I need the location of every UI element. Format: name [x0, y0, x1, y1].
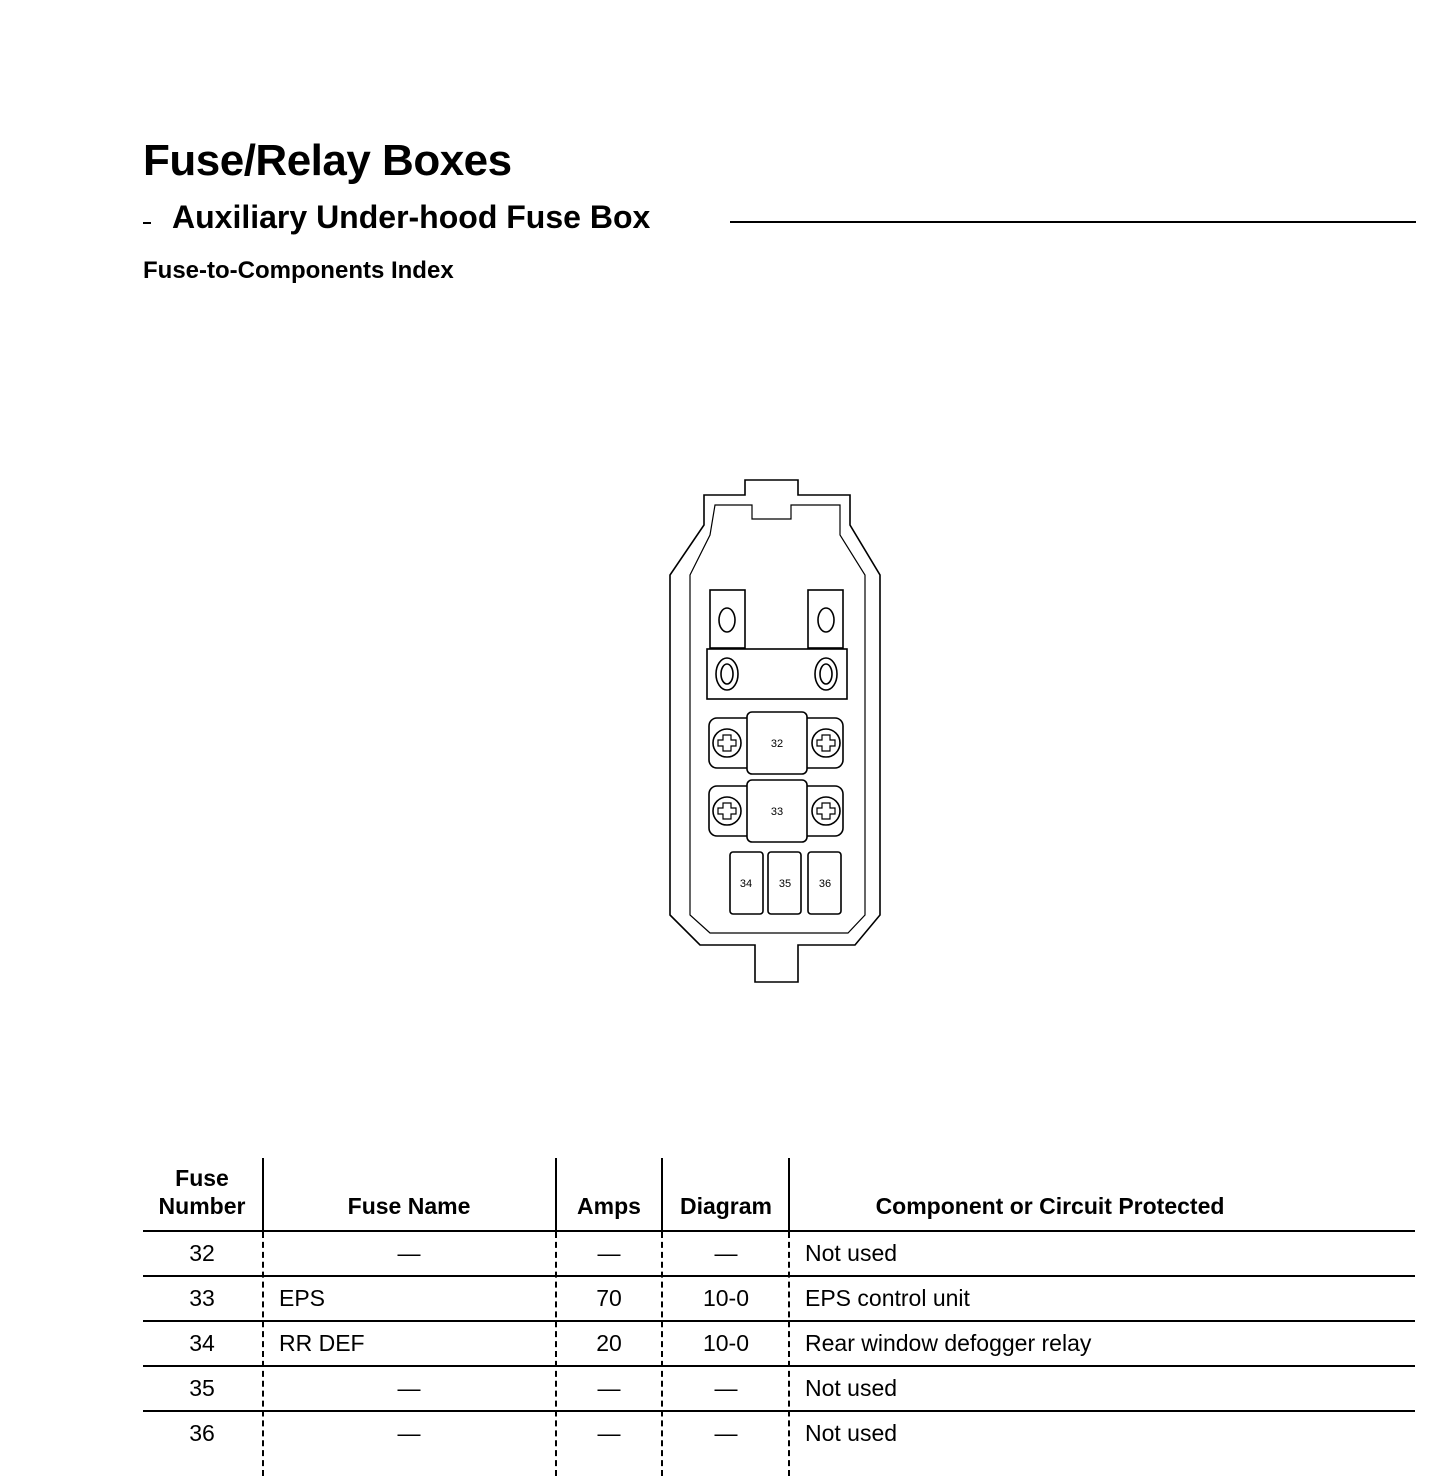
cell-diagram: 10-0 [702, 1330, 750, 1356]
row-divider [143, 1365, 1415, 1367]
fuse-label-34: 34 [739, 878, 753, 890]
page-title: Fuse/Relay Boxes [143, 136, 512, 185]
cell-component: EPS control unit [805, 1285, 970, 1311]
row-divider [143, 1275, 1415, 1277]
cell-diagram: — [714, 1240, 738, 1266]
cell-fuse-name: RR DEF [279, 1330, 365, 1356]
cell-amps: 70 [596, 1285, 622, 1311]
terminal-block-left [710, 590, 745, 648]
bus-bolt-left [716, 658, 738, 690]
cell-amps: 20 [596, 1330, 622, 1356]
header-fuse-name: Fuse Name [347, 1193, 471, 1219]
cell-component: Not used [805, 1240, 898, 1266]
fuse-label-35: 35 [778, 878, 792, 890]
column-divider [262, 1158, 264, 1230]
cell-fuse-number: 32 [189, 1240, 215, 1266]
fuse-label-36: 36 [818, 878, 832, 890]
header-amps: Amps [577, 1193, 641, 1219]
cell-fuse-name: — [397, 1375, 421, 1401]
row-divider [143, 1320, 1415, 1322]
cell-fuse-name: — [397, 1420, 421, 1446]
cell-diagram: — [714, 1375, 738, 1401]
cell-amps: — [597, 1420, 621, 1446]
bolt-33-right [812, 797, 840, 825]
subtitle-dash [143, 222, 151, 224]
header-fuse-number-line2: Number [158, 1193, 246, 1219]
fuse-box-diagram [660, 475, 890, 990]
cell-amps: — [597, 1240, 621, 1266]
cell-fuse-name: — [397, 1240, 421, 1266]
column-divider [555, 1158, 557, 1230]
row-divider [143, 1410, 1415, 1412]
cell-fuse-number: 35 [189, 1375, 215, 1401]
row-divider [143, 1230, 1415, 1232]
column-divider [661, 1158, 663, 1230]
header-fuse-number [143, 1164, 261, 1220]
bus-bolt-right [815, 658, 837, 690]
bolt-33-left [713, 797, 741, 825]
subtitle-rule [730, 221, 1416, 223]
cell-component: Not used [805, 1420, 898, 1446]
cell-fuse-number: 36 [189, 1420, 215, 1446]
column-divider [788, 1158, 790, 1230]
header-component: Component or Circuit Protected [875, 1193, 1225, 1219]
page-subtitle: Auxiliary Under-hood Fuse Box [172, 199, 651, 235]
bolt-32-left [713, 729, 741, 757]
section-heading: Fuse-to-Components Index [143, 257, 454, 284]
cell-component: Not used [805, 1375, 898, 1401]
header-diagram: Diagram [679, 1193, 773, 1219]
fuse-label-32: 32 [770, 738, 784, 750]
terminal-hole-left [719, 608, 735, 632]
cell-amps: — [597, 1375, 621, 1401]
cell-diagram: — [714, 1420, 738, 1446]
cell-fuse-number: 33 [189, 1285, 215, 1311]
terminal-hole-right [818, 608, 834, 632]
cell-component: Rear window defogger relay [805, 1330, 1092, 1356]
header-fuse-number-line1: Fuse [175, 1165, 229, 1191]
bus-bar [707, 649, 847, 699]
cell-fuse-number: 34 [189, 1330, 215, 1356]
fuse-index-table [143, 1158, 1415, 1476]
bolt-32-right [812, 729, 840, 757]
cell-fuse-name: EPS [279, 1285, 326, 1311]
fuse-label-33: 33 [770, 806, 784, 818]
terminal-block-right [808, 590, 843, 648]
cell-diagram: 10-0 [702, 1285, 750, 1311]
